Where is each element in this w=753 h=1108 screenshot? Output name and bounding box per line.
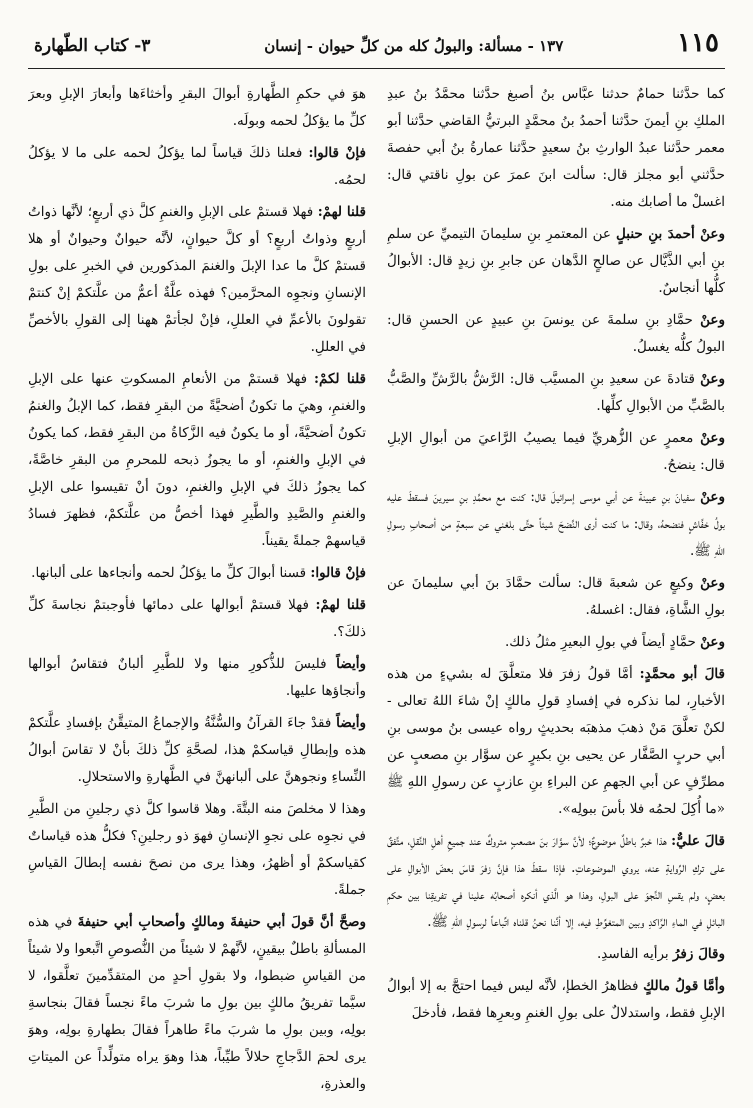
paragraph-lead: وعنْ bbox=[700, 634, 725, 650]
paragraph bbox=[28, 366, 366, 555]
page-number: ١١٥ bbox=[677, 28, 719, 58]
paragraph-text: معمرٍ عن الزُّهريِّ فيما يصيبُ الرَّاعيَ من أبوالِ الإبلِ قال: ينضحُ. bbox=[387, 430, 725, 473]
paragraph bbox=[387, 661, 725, 823]
paragraph-text: فهلا قستمْ على الإبلِ والغنمِ كلَّ ذي أربعٍ؛ لأنَّها ذواتُ أربعٍ وذواتُ أربعٍ؟ أو كلَّ حيوانٍ، لأنَّه حيوانٌ وحيوانٌ أو هلا قستمْ كلَّ ما عدا الإبلَ والغنمَ المذكورين في الخبرِ على بولِ الإنسانِ ونجوِه المحرَّمين؟ فهذه علَّةٌ أعمُّ من علَّتكمْ إنْ كنتمْ تقولونَ بالأعمِّ في العللِ، فإنْ لجأتمْ ههنا إلى القولِ بالأخصِّ في العللِ. bbox=[28, 204, 366, 355]
paragraph bbox=[28, 796, 366, 904]
paragraph-text: وكيعٍ عن شعبةَ قال: سألت حمَّادَ بنَ أبي سليمانَ عن بولِ الشَّاةِ، فقال: اغسلهُ. bbox=[387, 575, 725, 618]
paragraph-text: فظاهرُ الخطإ، لأنَّه ليس فيما احتجَّ به إلا أبوالُ الإبلِ فقط، واستدلالٌ على بولِ الغنمِ وبعرِها فقط، فأدخلَ bbox=[387, 978, 725, 1021]
paragraph bbox=[28, 592, 366, 646]
paragraph bbox=[28, 140, 366, 194]
paragraph-text: كما حدَّثنا حمامٌ حدثنا عبَّاس بنُ أصبغ حدَّثنا محمَّدُ بنُ عبدِ الملكِ بنِ أيمنَ حدَّثنا أحمدُ بنُ محمَّدٍ البرتيُّ القاضي حدَّثنا أبو معمر حدَّثنا عبدُ الوارثِ بنُ سعيدٍ حدَّثنا عمارةُ بنُ أبي حفصةَ حدَّثني أبو مجلز قال: سألت ابنَ عمرَ عن بولِ ناقتي قال: اغسلْ ما أصابك منه. bbox=[387, 86, 725, 210]
paragraph bbox=[387, 366, 725, 420]
paragraph-lead: قلنا لكمْ: bbox=[314, 371, 366, 387]
paragraph-lead: وعنْ bbox=[700, 430, 725, 446]
paragraph bbox=[28, 710, 366, 791]
paragraph bbox=[387, 425, 725, 479]
paragraph-lead: وأمَّا قولُ مالكٍ bbox=[643, 978, 725, 994]
paragraph-lead: وأيضاً bbox=[336, 656, 366, 672]
paragraph-text: قتادةَ عن سعيدِ بنِ المسيَّب قال: الرَّشُّ بالرَّشِّ والصَّبُّ بالصَّبِّ من الأبوالِ كلِّها. bbox=[387, 371, 725, 414]
paragraph-text: قسنا أبوالَ كلِّ ما يؤكلُ لحمه وأنجاءها على ألبانها. bbox=[31, 565, 311, 581]
paragraph bbox=[28, 199, 366, 361]
paragraph-lead: وعنْ أحمدَ بنِ حنبلٍ bbox=[616, 226, 725, 242]
paragraph-text: فهلا قستمْ أبوالها على دمائها فأوجبتمْ نجاسةَ كلِّ ذلكَ؟. bbox=[28, 597, 366, 640]
paragraph-text: أمَّا قولُ زفرَ فلا متعلَّقَ له بشيءٍ من هذه الأخبارِ، لما نذكره في إفسادِ قولِ مالكٍ إنْ شاءَ اللهُ تعالى - لكنْ تعلَّقَ مَنْ ذهبَ مذهبَه بحديثٍ رواه عيسى بنُ موسى بنِ أبي حربٍ الصَّفَّار عن يحيى بنِ بكيرٍ عن سوَّار بنِ مصعبٍ عن مطرِّفٍ عن أبي الجهمِ عن البراءِ بنِ عازبٍ عن رسولِ اللهِ ﷺ «ما أُكِلَ لحمُه فلا بأسَ ببولِه». bbox=[387, 666, 725, 817]
page-header bbox=[28, 28, 725, 69]
right-column bbox=[387, 81, 725, 1091]
paragraph-text: هوَ في حكمِ الطَّهارةِ أبوالَ البقرِ وأخثاءَها وأبعارَ الإبلِ وبعرَ كلِّ ما يؤكلُ لحمه وبولَه. bbox=[28, 86, 366, 129]
paragraph bbox=[387, 828, 725, 936]
paragraph bbox=[387, 484, 725, 565]
paragraph-text: في هذه المسألةِ باطلٌ بيقينٍ، لأنَّهمْ لا شيئاً من النُّصوصِ اتَّبعوا ولا شيئاً من القياسِ ضبطوا، ولا بقولِ أحدٍ من المتقدِّمينَ تعلَّقوا، لا سيَّما تفريقُ مالكٍ بين بولِ ما شربَ ماءً نجساً فقالَ بنجاسةِ بولِه، وبين بولِ ما شربَ ماءً طاهراً فقالَ بطهارةِ بولِه، وهوَ يرى لحمَ الدَّجاجِ حلالاً طيِّباً، هذا وهوَ يراه متولِّداً عن الميتاتِ والعذرةِ، bbox=[28, 914, 366, 1091]
paragraph bbox=[387, 973, 725, 1027]
paragraph-lead: وعنْ bbox=[700, 371, 725, 387]
paragraph bbox=[387, 941, 725, 968]
paragraph-text: فليسَ للذُّكورِ منها ولا للطَّيرِ ألبانٌ فتقاسُ أبوالها وأنجاؤها عليها. bbox=[28, 656, 366, 699]
paragraph-lead: فإنْ قالوا: bbox=[308, 145, 366, 161]
paragraph-text: سفيانَ بنِ عيينةَ عن أبي موسى إسرائيلَ قال: كنت مع محمَّدِ بنِ سيرينَ فسقطَ عليه بولُ خفَّاشٍ فنضحهُ، وقال: ما كنت أرى النَّضحَ شيئاً حتَّى بلغني عن سبعةٍ من أصحابِ رسولِ اللهِ ﷺ. bbox=[387, 489, 725, 559]
paragraph-text: حمَّادِ بنِ سلمةَ عن يونسَ بنِ عبيدٍ عن الحسنِ قال: البولُ كلُّه يغسلُ. bbox=[387, 312, 725, 355]
paragraph-text: فعلنا ذلكَ قياساً لما يؤكلُ لحمه على ما لا يؤكلُ لحمُه. bbox=[28, 145, 366, 188]
paragraph bbox=[387, 570, 725, 624]
paragraph-text: هذا خبرٌ باطلٌ موضوعٌ؛ لأنَّ سوَّارَ بنَ مصعبٍ متروكٌ عند جميعِ أهلِ النَّقلِ، متَّفقٌ على تركِ الرِّوايةِ عنه، يروي الموضوعاتِ. فإذا سقطَ هذا فإنَّ زفرَ قاسَ بعضَ الأبوالِ على بعضٍ، ولم يقسِ النَّجوَ على البولِ، وهذا هو الَّذي أنكره أصحابُه علينا في تفريقِنا بين حكمِ البائلِ في الماءِ الرَّاكدِ وبين المتغوِّطِ فيه، إلا أنَّنا نحنُ قلناه اتِّباعاً لرسولِ اللهِ ﷺ. bbox=[387, 833, 725, 930]
paragraph bbox=[387, 221, 725, 302]
paragraph-lead: وعنْ bbox=[700, 312, 725, 328]
paragraph-text: وهذا لا مخلصَ منه البتَّةَ. وهلا قاسوا كلَّ ذي رجلينِ من الطَّيرِ في نجوِه على نجوِ الإنسانِ فهوَ ذو رجلينِ؟ فكلُّ هذه قياساتٌ كقياسكمْ أو أظهرُ، وهذا يرى من نصحَ نفسه إبطالَ القياسِ جملةً. bbox=[28, 801, 366, 898]
paragraph-lead: وصحَّ أنَّ قولَ أبي حنيفةَ ومالكٍ وأصحابِ أبي حنيفةَ bbox=[77, 914, 366, 930]
paragraph-lead: قلنا لهمْ: bbox=[315, 597, 366, 613]
paragraph-lead: وقالَ زفرُ bbox=[672, 946, 725, 962]
paragraph-text: عن المعتمرِ بنِ سليمانَ التيميِّ عن سلمِ بنِ أبي الذَّيَّال عن صالحٍ الدَّهان عن جابرِ بنِ زيدٍ قال: الأبوالُ كلُّها أنجاسٌ. bbox=[387, 226, 725, 296]
paragraph-lead: وعنْ bbox=[700, 575, 725, 591]
paragraph bbox=[28, 560, 366, 587]
paragraph-lead: وعنْ bbox=[700, 489, 725, 505]
paragraph bbox=[28, 651, 366, 705]
paragraph-lead: قلنا لهمْ: bbox=[317, 204, 366, 220]
paragraph bbox=[28, 81, 366, 135]
paragraph-text: فقدْ جاءَ القرآنُ والسُّنَّةُ والإجماعُ المتيقَّنُ بإفسادِ علَّتكمْ هذه وإبطالِ قياسكمْ هذا، لصحَّةِ كلِّ ذلكَ بأنْ لا تقاسَ أبوالُ النِّساءِ ونجوهنَّ على ألبانهنَّ في الطَّهارةِ والاستحلالِ. bbox=[28, 715, 366, 785]
paragraph-text: برأيه الفاسدِ. bbox=[596, 946, 673, 962]
paragraph bbox=[387, 307, 725, 361]
paragraph-lead: قالَ عليٌّ: bbox=[671, 833, 725, 849]
book-title: ٣- كتاب الطّهارة bbox=[34, 36, 151, 56]
paragraph-lead: قالَ أبو محمَّدٍ: bbox=[639, 666, 725, 682]
text-columns bbox=[28, 81, 725, 1091]
running-title: ١٣٧ - مسألة: والبولُ كله من كلِّ حيوان - إنسان bbox=[264, 37, 564, 55]
paragraph-text: حمَّادٍ أيضاً في بولِ البعيرِ مثلُ ذلك. bbox=[504, 634, 701, 650]
paragraph bbox=[28, 909, 366, 1091]
paragraph bbox=[387, 81, 725, 216]
paragraph-lead: وأيضاً bbox=[336, 715, 366, 731]
paragraph bbox=[387, 629, 725, 656]
paragraph-text: فهلا قستمْ من الأنعامِ المسكوتِ عنها على الإبلِ والغنمِ، وهيَ ما تكونُ أضحيَّةً من البقرِ فقط، كما الإبلُ والغنمُ تكونُ أضحيَّةً، أو ما يكونُ فيه الزَّكاةُ من البقرِ فقط، كما يكونُ في الإبلِ والغنمِ، أو ما يجوزُ ذبحه للمحرمِ من البقرِ خاصَّةً، كما يجوزُ ذلكَ في الإبلِ والغنمِ، دونَ أنْ تقيسوا على الإبلِ والغنمِ والصَّيدِ والطَّيرِ فهذا أخصُّ من علَّتكمْ، فظهرَ فسادُ قياسهمْ جملةً يقيناً. bbox=[28, 371, 366, 549]
paragraph-lead: فإنْ قالوا: bbox=[310, 565, 366, 581]
left-column bbox=[28, 81, 366, 1091]
